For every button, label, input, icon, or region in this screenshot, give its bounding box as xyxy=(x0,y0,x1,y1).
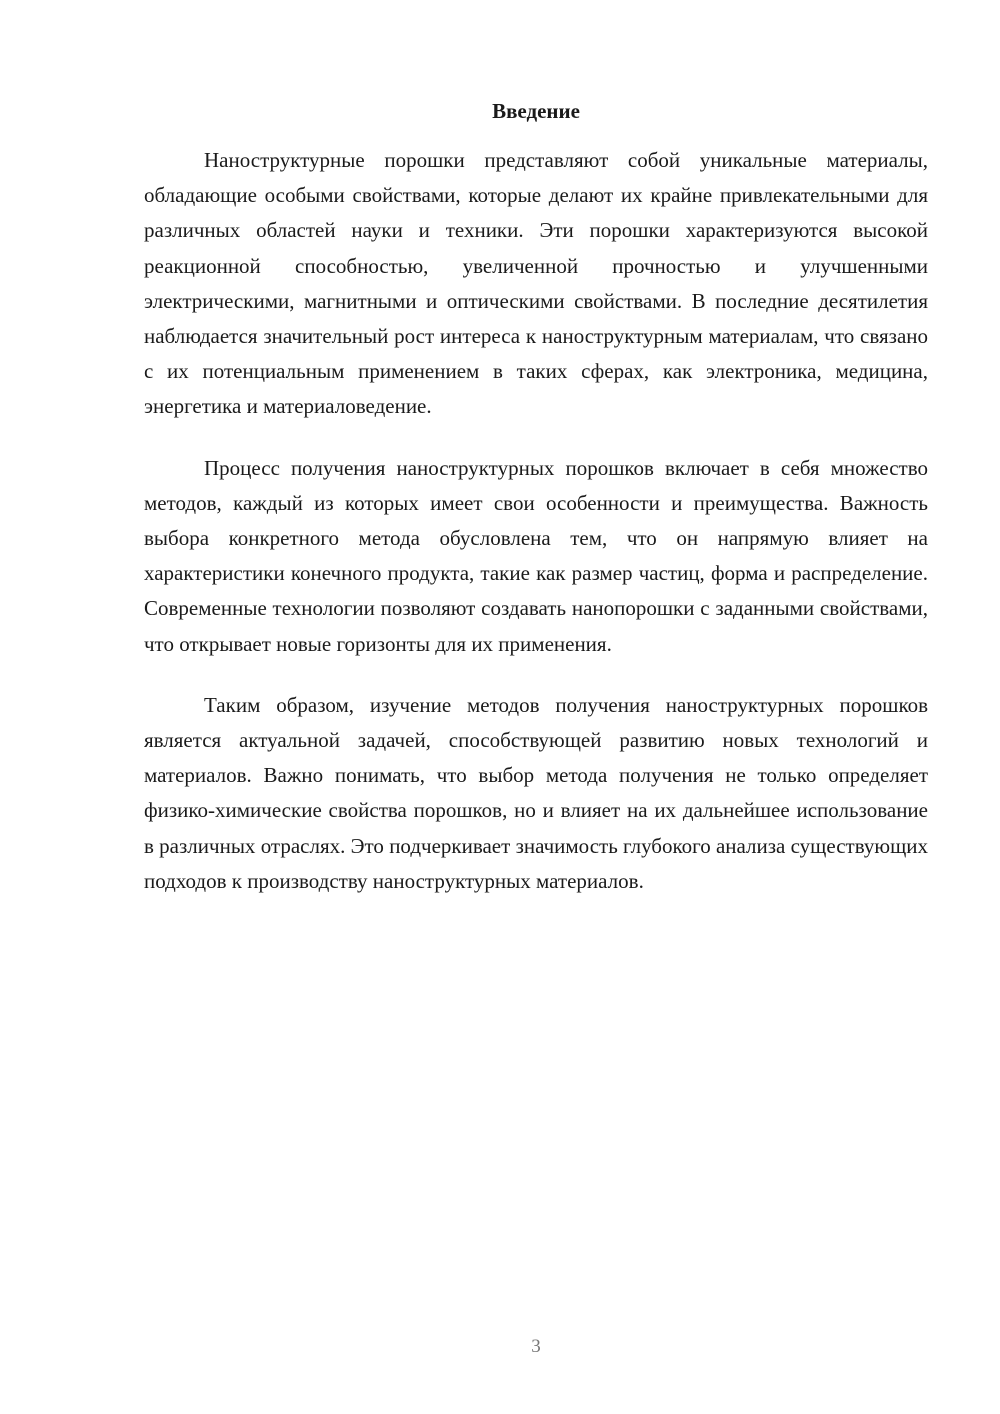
paragraph-2: Процесс получения наноструктурных порошков включает в себя множество методов, каждый из которых имеет свои особенности и преимущества. Важность выбора конкретного метода обусловлена тем, что он напрямую влияет на характеристики конечного продукта, такие как размер частиц, форма и распределение. Современные технологии позволяют создавать нанопорошки с заданными свойствами, что открывает новые горизонты для их применения. xyxy=(144,455,928,656)
page-number: 3 xyxy=(531,1336,541,1357)
document-body xyxy=(144,143,928,925)
paragraph-3: Таким образом, изучение методов получения наноструктурных порошков является актуальной задачей, способствующей развитию новых технологий и материалов. Важно понимать, что выбор метода получения не только определяет физико-химические свойства порошков, но и влияет на их дальнейшее использование в различных отраслях. Это подчеркивает значимость глубокого анализа существующих подходов к производству наноструктурных материалов. xyxy=(144,692,928,893)
page-title: Введение xyxy=(492,99,580,123)
paragraph-1: Наноструктурные порошки представляют собой уникальные материалы, обладающие особыми свойствами, которые делают их крайне привлекательными для различных областей науки и техники. Эти порошки характеризуются высокой реакционной способностью, увеличенной прочностью и улучшенными электрическими, магнитными и оптическими свойствами. В последние десятилетия наблюдается значительный рост интереса к наноструктурным материалам, что связано с их потенциальным применением в таких сферах, как электроника, медицина, энергетика и материаловедение. xyxy=(144,148,928,419)
